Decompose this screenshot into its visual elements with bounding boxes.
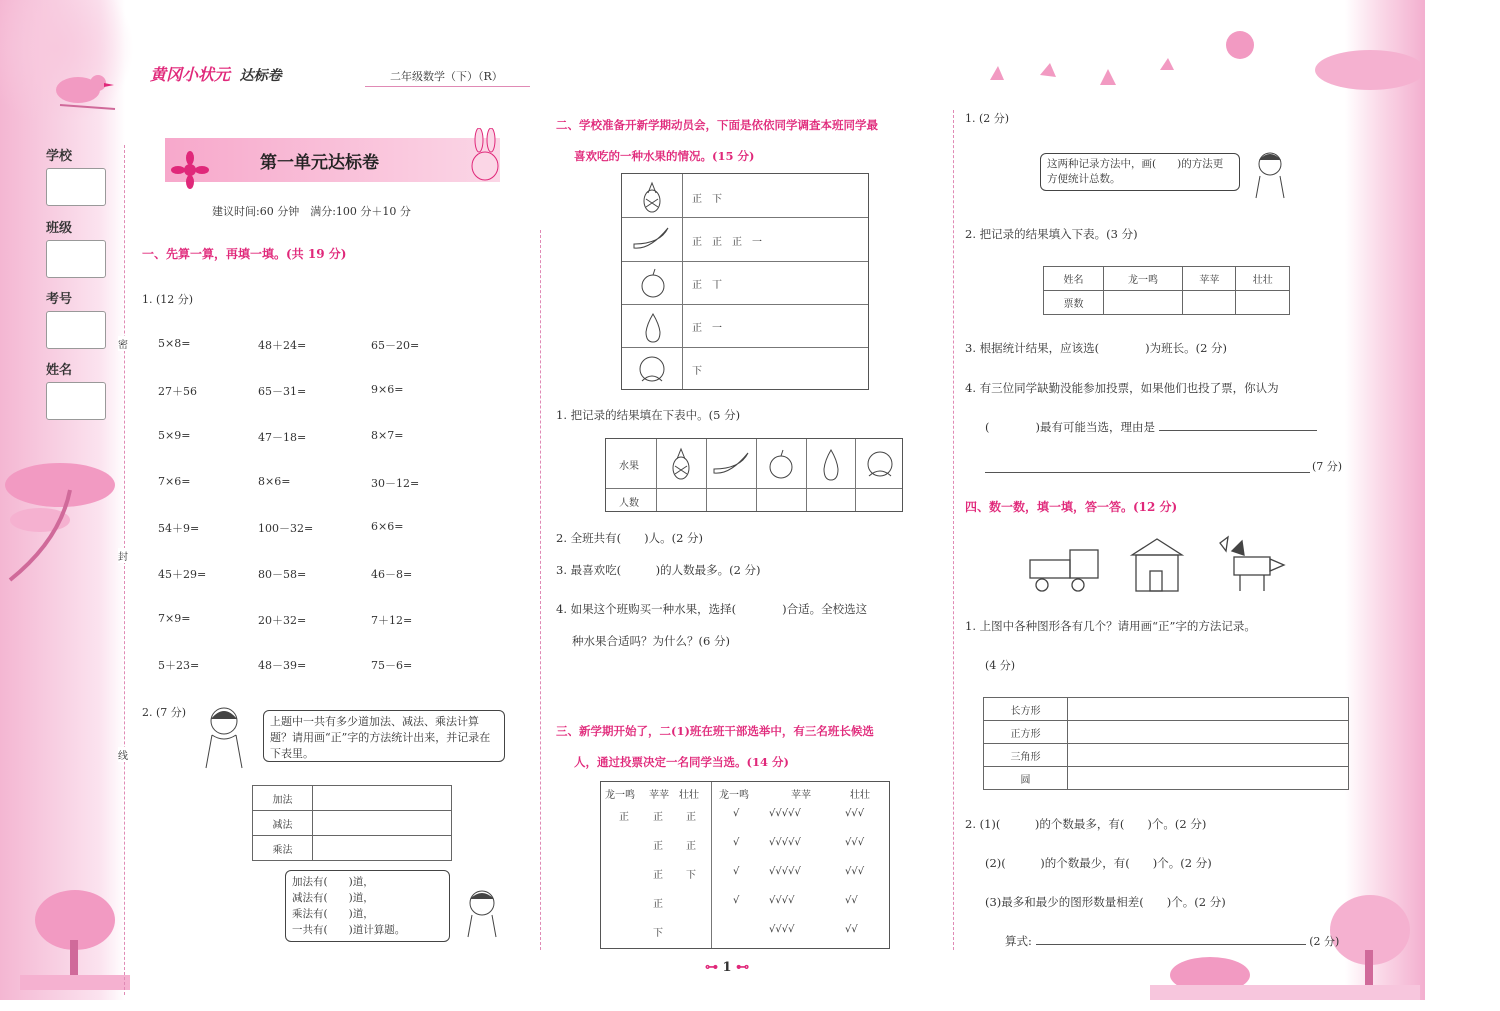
table-header-fruit: 水果 <box>619 461 639 472</box>
vote-cell: √√√ <box>845 837 865 848</box>
tally-text: 正 正 正 一 <box>692 237 762 248</box>
page-deco-right: ⊷ <box>731 960 750 975</box>
section2-q2: 2. 全班共有( )人。(2 分) <box>556 531 704 545</box>
table-row <box>984 767 1349 790</box>
calc-item: 47－18= <box>258 431 307 444</box>
banana-icon <box>710 449 754 479</box>
row-line <box>606 488 902 489</box>
right-q1-bubble: 这两种记录方法中，画( )的方法更方便统计总数。 <box>1040 153 1240 191</box>
vote-cell: √√ <box>845 895 858 906</box>
tally-cell[interactable] <box>1068 767 1349 790</box>
house-shape <box>1132 539 1182 591</box>
banana-icon <box>630 224 674 254</box>
col-line <box>855 439 856 511</box>
section4-q1-line1: 1. 上图中各种图形各有几个？请用画“正”字的方法记录。 <box>965 619 1256 633</box>
vote-header-cell: 壮壮 <box>679 790 699 801</box>
row-line <box>622 261 868 262</box>
vote-count-cell[interactable] <box>1104 291 1183 315</box>
table-row <box>984 698 1349 721</box>
col-line <box>656 439 657 511</box>
field-label: 学校 <box>46 149 73 164</box>
calc-item: 5＋23= <box>158 659 200 672</box>
table-row <box>253 836 452 861</box>
class-input-box[interactable] <box>46 240 106 278</box>
boy-icon <box>460 885 505 940</box>
table-header-cell: 姓名 <box>1044 267 1104 291</box>
shape-label: 正方形 <box>984 721 1068 744</box>
answer-line: 乘法有( )道， <box>292 908 374 920</box>
table-cell: 加法 <box>253 786 313 811</box>
tally-text: 下 <box>692 366 702 377</box>
section4-heading: 四、数一数，填一填，答一答。(12 分) <box>965 500 1178 514</box>
vote-cell: √√√ <box>845 808 865 819</box>
table-row <box>253 786 452 811</box>
right-q4-line1: 4. 有三位同学缺勤没能参加投票，如果他们也投了票，你认为 <box>965 381 1279 395</box>
school-input-box[interactable] <box>46 168 106 206</box>
vote-cell: √√√ <box>845 866 865 877</box>
vote-header-cell: 龙一鸣 <box>605 790 635 801</box>
calc-item: 8×6= <box>258 475 291 488</box>
tally-text: 正 丅 <box>692 280 722 291</box>
vote-cell: 正 <box>686 841 696 852</box>
exam-meta: 建议时间:60 分钟 满分:100 分＋10 分 <box>212 205 411 218</box>
calc-item: 5×9= <box>158 429 191 442</box>
child-icon <box>1250 148 1290 203</box>
pineapple-icon <box>668 445 694 481</box>
vote-cell: √ <box>733 837 740 848</box>
formula-row <box>1005 933 1339 949</box>
table-row-label: 票数 <box>1044 291 1104 315</box>
right-pink-margin <box>1345 0 1425 1000</box>
section2-q4-line2: 种水果合适吗？为什么？(6 分) <box>572 634 730 648</box>
field-class <box>46 217 106 278</box>
table-header-cell: 龙一鸣 <box>1104 267 1183 291</box>
section4-q2-1: 2. (1)( )的个数最多，有( )个。(2 分) <box>965 817 1207 831</box>
pineapple-icon <box>639 179 665 213</box>
section4-q2-3: (3)最多和最少的图形数量相差( )个。(2 分) <box>985 895 1226 909</box>
peach-icon <box>861 445 899 485</box>
answer-bubble <box>285 870 450 942</box>
vote-cell: √√√√ <box>769 924 795 935</box>
vote-record-table <box>600 781 890 949</box>
right-q3: 3. 根据统计结果，应该选( )为班长。(2 分) <box>965 341 1228 355</box>
calc-item: 54＋9= <box>158 522 200 535</box>
vote-cell: 正 <box>653 812 663 823</box>
right-q1: 1. (2 分) <box>965 112 1010 125</box>
calc-item: 27＋56 <box>158 385 197 398</box>
reason-line[interactable] <box>985 472 1310 473</box>
right-q4-line2-text: ( )最有可能当选，理由是 <box>985 420 1155 434</box>
seal-char-xian: 线 <box>118 747 128 762</box>
calc-item: 20＋32= <box>258 614 307 627</box>
calc-item: 7×9= <box>158 612 191 625</box>
calc-item: 8×7= <box>371 429 404 442</box>
page-number-text: 1 <box>722 960 732 975</box>
shape-label: 圆 <box>984 767 1068 790</box>
vote-cell: 下 <box>653 928 663 939</box>
calc-item: 48－39= <box>258 659 307 672</box>
vote-cell: √√√√√ <box>769 808 801 819</box>
calc-item: 75－6= <box>371 659 413 672</box>
pear-icon <box>638 308 668 346</box>
calc-item: 46－8= <box>371 568 413 581</box>
table-row <box>984 721 1349 744</box>
page-deco-left: ⊶ <box>705 960 723 975</box>
section2-heading-line2: 喜欢吃的一种水果的情况。(15 分) <box>574 149 755 163</box>
col-line <box>706 439 707 511</box>
shape-label: 长方形 <box>984 698 1068 721</box>
field-label: 考号 <box>46 292 73 307</box>
vote-header-cell: 苹苹 <box>649 790 669 801</box>
tally-cell[interactable] <box>313 836 452 861</box>
section4-q2-2: (2)( )的个数最少，有( )个。(2 分) <box>985 856 1212 870</box>
formula-blank[interactable] <box>1036 944 1306 945</box>
tally-text: 正 一 <box>692 323 722 334</box>
tally-cell[interactable] <box>1068 698 1349 721</box>
tally-cell[interactable] <box>313 786 452 811</box>
calc-item: 65－20= <box>371 339 420 352</box>
apple-icon <box>638 266 668 300</box>
vote-cell: 正 <box>653 841 663 852</box>
flower-tree-decoration <box>20 880 130 990</box>
row-line <box>622 347 868 348</box>
vote-cell: 下 <box>686 870 696 881</box>
vote-cell: √ <box>733 866 740 877</box>
vote-result-table <box>1043 266 1290 315</box>
seal-char-mi: 密 <box>118 336 128 351</box>
field-label: 姓名 <box>46 363 73 378</box>
section4-q1-line2: (4 分) <box>985 659 1016 672</box>
col-line <box>806 439 807 511</box>
calc-item: 45＋29= <box>158 568 207 581</box>
vote-cell: √√ <box>845 924 858 935</box>
section2-q3: 3. 最喜欢吃( )的人数最多。(2 分) <box>556 563 761 577</box>
calc-item: 6×6= <box>371 520 404 533</box>
table-header-cell: 壮壮 <box>1236 267 1290 291</box>
rabbit-icon <box>465 128 505 183</box>
vote-count-cell[interactable] <box>1182 291 1236 315</box>
vote-cell: √ <box>733 895 740 906</box>
answer-line: 加法有( )道， <box>292 876 374 888</box>
vote-header-cell: 壮壮 <box>850 790 870 801</box>
field-name <box>46 359 106 420</box>
fruit-count-table <box>605 438 903 512</box>
section1-heading: 一、先算一算，再填一填。(共 19 分) <box>142 247 347 261</box>
section1-q2-label: 2. (7 分) <box>142 706 187 719</box>
section2-q1: 1. 把记录的结果填在下表中。(5 分) <box>556 408 741 422</box>
calc-item: 9×6= <box>371 383 404 396</box>
vote-cell: √√√√√ <box>769 837 801 848</box>
vote-cell: √√√√√ <box>769 866 801 877</box>
section2-heading-line1: 二、学校准备开新学期动员会，下面是依依同学调查本班同学最 <box>556 118 878 132</box>
apple-icon <box>766 446 796 482</box>
tally-divider <box>682 174 683 389</box>
vote-divider <box>711 782 712 948</box>
name-input-box[interactable] <box>46 382 106 420</box>
vote-cell: 正 <box>653 899 663 910</box>
girl-icon <box>198 703 253 773</box>
right-q4-line2 <box>985 419 1317 435</box>
field-school <box>46 145 106 206</box>
tally-cell[interactable] <box>1068 721 1349 744</box>
tally-text: 正 下 <box>692 194 722 205</box>
table-row <box>253 811 452 836</box>
calc-item: 7＋12= <box>371 614 413 627</box>
shapes-figure <box>1020 535 1300 595</box>
vote-cell: 正 <box>619 812 629 823</box>
formula-label: 算式: <box>1005 934 1032 948</box>
bird-icon <box>40 65 120 115</box>
table-cell: 乘法 <box>253 836 313 861</box>
vote-header-cell: 苹苹 <box>791 790 811 801</box>
section3-heading-line2: 人，通过投票决定一名同学当选。(14 分) <box>574 755 789 769</box>
right-q4-score: (7 分) <box>1312 460 1343 473</box>
field-id <box>46 288 106 349</box>
section1-q1-label: 1. (12 分) <box>142 293 194 306</box>
vote-cell: √ <box>733 808 740 819</box>
table-cell: 减法 <box>253 811 313 836</box>
table-row <box>984 744 1349 767</box>
vote-cell: 正 <box>686 812 696 823</box>
tally-cell[interactable] <box>1068 744 1349 767</box>
section3-heading-line1: 三、新学期开始了，二(1)班在班干部选举中，有三名班长候选 <box>556 724 874 738</box>
flower-icon <box>165 150 225 190</box>
vote-cell: 正 <box>653 870 663 881</box>
tree-decoration <box>0 460 120 590</box>
shape-tally-table <box>983 697 1349 790</box>
section3-heading <box>556 716 874 778</box>
calc-item: 7×6= <box>158 475 191 488</box>
pear-icon <box>816 444 846 484</box>
section2-q4 <box>556 593 867 657</box>
column-divider-1 <box>540 230 541 950</box>
col-line <box>756 439 757 511</box>
table-header-cell: 苹苹 <box>1182 267 1236 291</box>
answer-line: 一共有( )道计算题。 <box>292 924 406 936</box>
vote-count-cell[interactable] <box>1236 291 1290 315</box>
vote-header-cell: 龙一鸣 <box>719 790 749 801</box>
fruit-tally-table <box>621 173 869 390</box>
calc-grid <box>158 337 478 677</box>
brand-sub: 达标卷 <box>239 68 282 84</box>
field-label: 班级 <box>46 221 73 236</box>
brand-logo <box>150 62 282 85</box>
table-header-people: 人数 <box>619 498 639 509</box>
animal-shape <box>1220 537 1284 591</box>
seal-char-feng: 封 <box>118 548 128 563</box>
operation-tally-table <box>252 785 452 861</box>
truck-shape <box>1030 550 1098 591</box>
q2-speech-bubble: 上题中一共有多少道加法、减法、乘法计算题？请用画“正”字的方法统计出来，并记录在下表里。 <box>263 710 505 762</box>
id-input-box[interactable] <box>46 311 106 349</box>
calc-item: 100－32= <box>258 522 314 535</box>
row-line <box>622 304 868 305</box>
calc-item: 80－58= <box>258 568 307 581</box>
table-row <box>1044 291 1290 315</box>
calc-item: 30－12= <box>371 477 420 490</box>
shape-label: 三角形 <box>984 744 1068 767</box>
reason-blank[interactable] <box>1159 430 1317 431</box>
vote-cell: √√√√ <box>769 895 795 906</box>
calc-item: 48＋24= <box>258 339 307 352</box>
calc-item: 5×8= <box>158 337 191 350</box>
peach-icon <box>634 351 670 389</box>
column-divider-2 <box>953 110 954 950</box>
top-right-decoration <box>950 25 1420 105</box>
seal-line <box>124 145 125 995</box>
tally-cell[interactable] <box>313 811 452 836</box>
page-number <box>705 960 749 975</box>
table-row <box>1044 267 1290 291</box>
row-line <box>622 217 868 218</box>
answer-line: 减法有( )道， <box>292 892 374 904</box>
grade-title: 二年级数学（下）（R） <box>390 70 503 83</box>
section2-q4-line1: 4. 如果这个班购买一种水果，选择( )合适。全校选这 <box>556 602 868 616</box>
brand-name: 黄冈小状元 <box>150 65 231 84</box>
exam-title: 第一单元达标卷 <box>260 153 379 173</box>
right-q2: 2. 把记录的结果填入下表。(3 分) <box>965 227 1138 241</box>
header-rule <box>365 86 530 87</box>
calc-item: 65－31= <box>258 385 307 398</box>
formula-score: (2 分) <box>1309 935 1340 948</box>
section2-heading <box>556 110 878 172</box>
